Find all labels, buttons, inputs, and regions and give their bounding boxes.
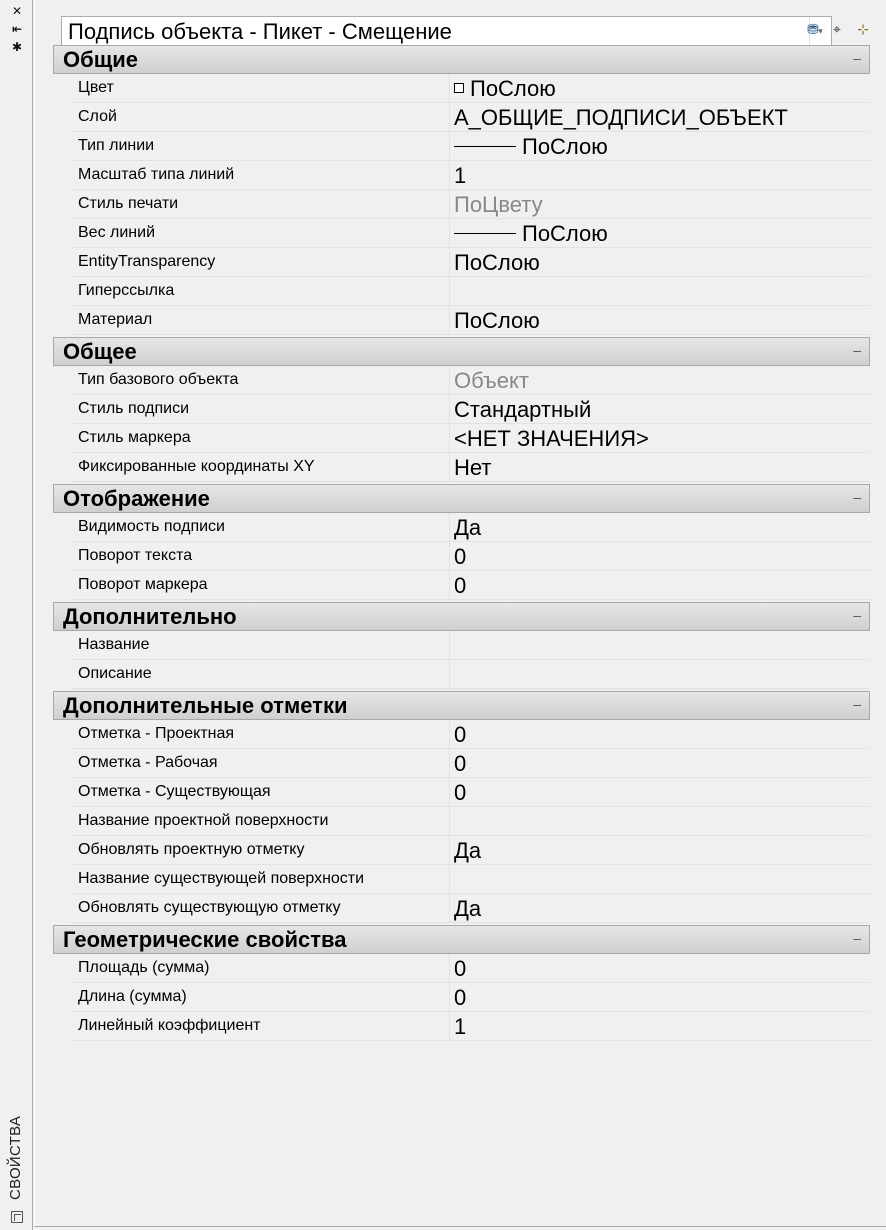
- property-value-text: Да: [454, 515, 482, 540]
- property-name: Вес линий: [78, 219, 450, 247]
- property-value[interactable]: [454, 571, 870, 599]
- property-value[interactable]: [454, 74, 870, 102]
- property-value[interactable]: [454, 631, 870, 659]
- property-value[interactable]: [454, 219, 870, 247]
- property-row[interactable]: [71, 366, 870, 395]
- property-row[interactable]: [71, 74, 870, 103]
- category-title: Геометрические свойства: [63, 927, 347, 952]
- category-header[interactable]: [53, 691, 870, 720]
- property-value[interactable]: [454, 103, 870, 131]
- category-rows: [53, 720, 870, 925]
- property-value-text: ПоСлою: [522, 221, 608, 246]
- property-grid: [53, 45, 870, 1043]
- property-value[interactable]: [454, 132, 870, 160]
- property-value[interactable]: [454, 954, 870, 982]
- property-name: Площадь (сумма): [78, 954, 450, 982]
- property-value[interactable]: [454, 248, 870, 276]
- property-value-text: 0: [454, 956, 467, 981]
- palette-side-strip: [0, 0, 33, 1230]
- property-name: Цвет: [78, 74, 450, 102]
- property-name: Длина (сумма): [78, 983, 450, 1011]
- property-row[interactable]: [71, 132, 870, 161]
- property-value[interactable]: [454, 778, 870, 806]
- property-value-text: 1: [454, 1014, 467, 1039]
- object-type-dropdown[interactable]: [61, 16, 832, 46]
- property-value[interactable]: [454, 395, 870, 423]
- property-value-text: <НЕТ ЗНАЧЕНИЯ>: [454, 426, 649, 451]
- property-value-text: Да: [454, 838, 482, 863]
- property-value[interactable]: [454, 161, 870, 189]
- property-value[interactable]: [454, 983, 870, 1011]
- collapse-icon[interactable]: –: [853, 607, 861, 623]
- property-value[interactable]: [454, 306, 870, 334]
- property-value[interactable]: [454, 660, 870, 688]
- property-row[interactable]: [71, 161, 870, 190]
- property-name: Линейный коэффициент: [78, 1012, 450, 1040]
- category-header[interactable]: [53, 45, 870, 74]
- properties-panel: [34, 0, 886, 1230]
- property-row[interactable]: [71, 513, 870, 542]
- property-row[interactable]: [71, 749, 870, 778]
- property-value[interactable]: [454, 749, 870, 777]
- property-value[interactable]: [454, 807, 870, 835]
- property-value-text: Объект: [454, 368, 529, 393]
- property-value[interactable]: [454, 894, 870, 922]
- property-row[interactable]: [71, 453, 870, 482]
- property-row[interactable]: [71, 720, 870, 749]
- property-value-text: 0: [454, 780, 467, 805]
- property-value-text: ПоСлою: [522, 134, 608, 159]
- property-name: Название проектной поверхности: [78, 807, 450, 835]
- property-name: Стиль маркера: [78, 424, 450, 452]
- color-swatch-icon: [454, 83, 464, 93]
- quick-select-icon[interactable]: ⛃: [807, 22, 819, 38]
- property-row[interactable]: [71, 1012, 870, 1041]
- property-value: [454, 190, 870, 218]
- property-row[interactable]: [71, 571, 870, 600]
- property-name: Слой: [78, 103, 450, 131]
- property-value[interactable]: [454, 513, 870, 541]
- property-value[interactable]: [454, 1012, 870, 1040]
- property-name: Поворот текста: [78, 542, 450, 570]
- property-row[interactable]: [71, 778, 870, 807]
- property-name: Название существующей поверхности: [78, 865, 450, 893]
- object-type-value: Подпись объекта - Пикет - Смещение: [68, 19, 452, 44]
- property-row[interactable]: [71, 306, 870, 335]
- category-title: Дополнительно: [63, 604, 237, 629]
- collapse-icon[interactable]: –: [853, 696, 861, 712]
- property-row[interactable]: [71, 807, 870, 836]
- property-value[interactable]: [454, 542, 870, 570]
- property-name: Описание: [78, 660, 450, 688]
- property-value[interactable]: [454, 865, 870, 893]
- property-value-text: ПоСлою: [470, 76, 556, 101]
- property-row[interactable]: [71, 219, 870, 248]
- auto-hide-icon[interactable]: ⇤: [11, 22, 23, 36]
- line-sample-icon: [454, 233, 516, 234]
- property-value-text: ПоЦвету: [454, 192, 543, 217]
- property-name: EntityTransparency: [78, 248, 450, 276]
- property-row[interactable]: [71, 865, 870, 894]
- property-row[interactable]: [71, 190, 870, 219]
- property-value-text: А_ОБЩИЕ_ПОДПИСИ_ОБЪЕКТ: [454, 105, 788, 130]
- property-name: Тип линии: [78, 132, 450, 160]
- category-header[interactable]: [53, 925, 870, 954]
- category-rows: [53, 366, 870, 484]
- property-value-text: 0: [454, 722, 467, 747]
- panel-bottom-border: [34, 1226, 886, 1227]
- property-value-text: 0: [454, 544, 467, 569]
- property-name: Стиль печати: [78, 190, 450, 218]
- property-value: [454, 366, 870, 394]
- property-value-text: ПоСлою: [454, 250, 540, 275]
- category-title: Дополнительные отметки: [63, 693, 348, 718]
- property-value-text: Стандартный: [454, 397, 592, 422]
- property-name: Обновлять существующую отметку: [78, 894, 450, 922]
- category-header[interactable]: [53, 602, 870, 631]
- chevron-down-icon[interactable]: ▾: [809, 17, 831, 45]
- property-value-text: 1: [454, 163, 467, 188]
- property-value[interactable]: [454, 424, 870, 452]
- property-row[interactable]: [71, 836, 870, 865]
- property-value[interactable]: [454, 277, 870, 305]
- property-value-text: Да: [454, 896, 482, 921]
- property-name: Материал: [78, 306, 450, 334]
- property-row[interactable]: [71, 894, 870, 923]
- property-row[interactable]: [71, 395, 870, 424]
- category-title: Общие: [63, 47, 139, 72]
- property-name: Отметка - Рабочая: [78, 749, 450, 777]
- property-row[interactable]: [71, 983, 870, 1012]
- property-value-text: Нет: [454, 455, 492, 480]
- property-row[interactable]: [71, 954, 870, 983]
- collapse-icon[interactable]: –: [853, 50, 861, 66]
- category-rows: [53, 631, 870, 691]
- toggle-pickadd-icon[interactable]: ⊹: [857, 22, 869, 38]
- property-value[interactable]: [454, 720, 870, 748]
- category-rows: [53, 954, 870, 1043]
- property-name: Название: [78, 631, 450, 659]
- select-objects-icon[interactable]: ⌖: [833, 22, 841, 38]
- category-header[interactable]: [53, 484, 870, 513]
- category-rows: [53, 74, 870, 337]
- property-value-text: ПоСлою: [454, 308, 540, 333]
- property-row[interactable]: [71, 631, 870, 660]
- category-title: Отображение: [63, 486, 210, 511]
- property-row[interactable]: [71, 660, 870, 689]
- property-row[interactable]: [71, 424, 870, 453]
- property-value[interactable]: [454, 453, 870, 481]
- property-name: Поворот маркера: [78, 571, 450, 599]
- property-row[interactable]: [71, 103, 870, 132]
- line-sample-icon: [454, 146, 516, 147]
- category-rows: [53, 513, 870, 602]
- property-name: Гиперссылка: [78, 277, 450, 305]
- property-row[interactable]: [71, 248, 870, 277]
- property-value-text: 0: [454, 573, 467, 598]
- property-name: Масштаб типа линий: [78, 161, 450, 189]
- category-title: Общее: [63, 339, 137, 364]
- property-value-text: 0: [454, 985, 467, 1010]
- property-value-text: 0: [454, 751, 467, 776]
- property-name: Отметка - Проектная: [78, 720, 450, 748]
- palette-settings-icon[interactable]: [11, 1211, 23, 1223]
- palette-options-icon[interactable]: ✱: [11, 40, 23, 54]
- property-name: Тип базового объекта: [78, 366, 450, 394]
- property-name: Стиль подписи: [78, 395, 450, 423]
- category-header[interactable]: [53, 337, 870, 366]
- collapse-icon[interactable]: –: [853, 489, 861, 505]
- property-row[interactable]: [71, 277, 870, 306]
- palette-title: СВОЙСТВА: [7, 1115, 24, 1200]
- collapse-icon[interactable]: –: [853, 930, 861, 946]
- property-value[interactable]: [454, 836, 870, 864]
- property-name: Фиксированные координаты XY: [78, 453, 450, 481]
- property-name: Обновлять проектную отметку: [78, 836, 450, 864]
- property-row[interactable]: [71, 542, 870, 571]
- property-name: Отметка - Существующая: [78, 778, 450, 806]
- property-name: Видимость подписи: [78, 513, 450, 541]
- close-icon[interactable]: ✕: [11, 4, 23, 18]
- collapse-icon[interactable]: –: [853, 342, 861, 358]
